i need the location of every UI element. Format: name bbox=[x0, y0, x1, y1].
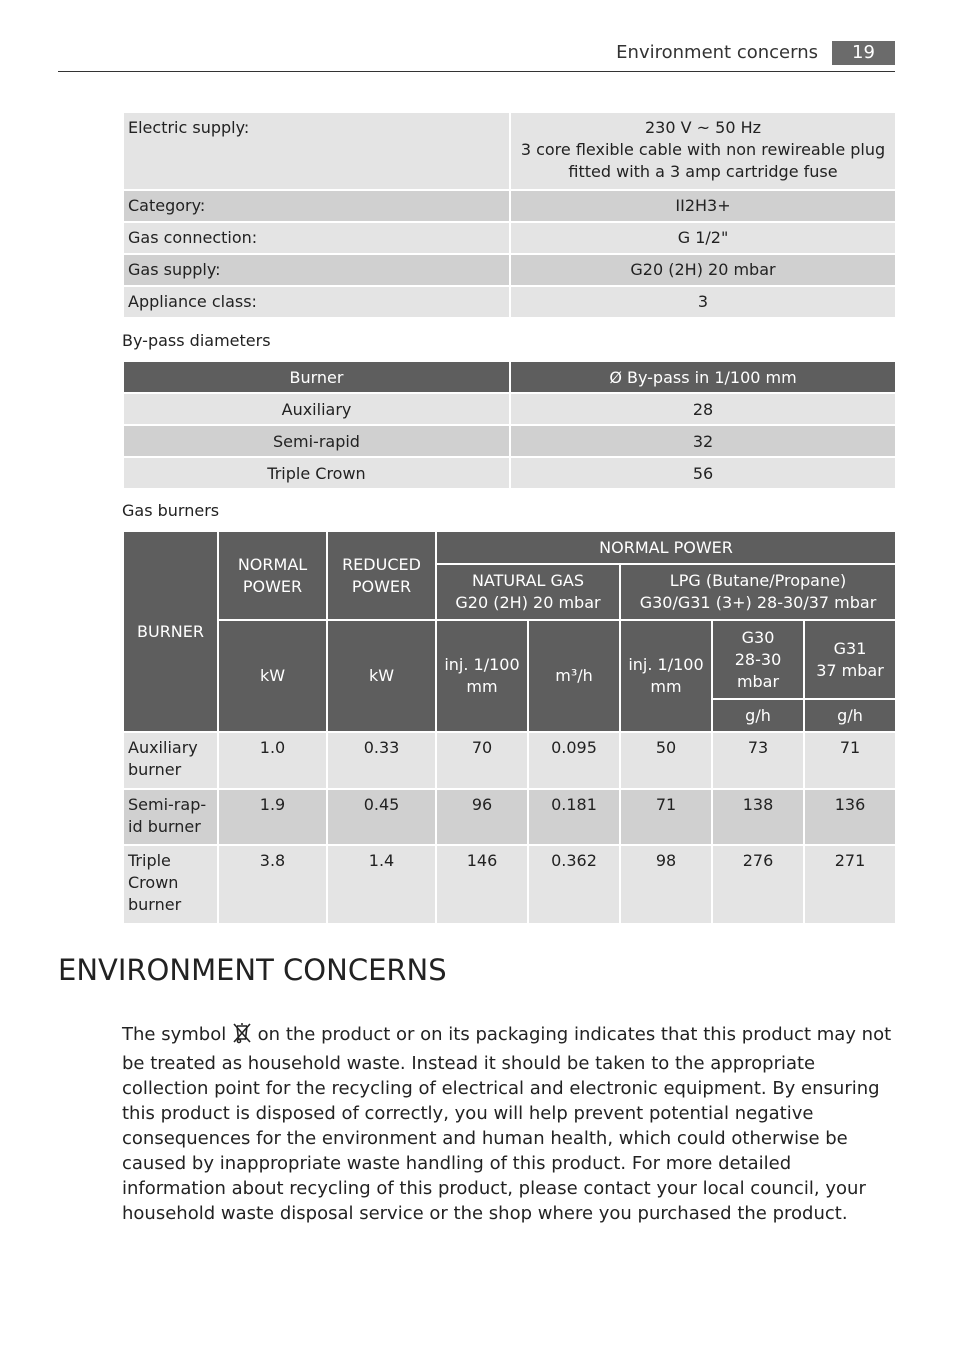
natural-gas-header: NATURAL GAS G20 (2H) 20 mbar bbox=[436, 564, 620, 620]
crossed-out-wheelie-bin-icon bbox=[232, 1022, 252, 1051]
table-cell: 146 bbox=[436, 845, 528, 924]
burner-name: Triple Crown burner bbox=[123, 845, 218, 924]
g31-header: G31 37 mbar bbox=[804, 620, 896, 699]
table-row bbox=[123, 286, 896, 318]
table-cell: 0.181 bbox=[528, 789, 620, 845]
unit-gh-header: g/h bbox=[712, 699, 804, 732]
table-cell: Semi-rapid bbox=[123, 425, 510, 457]
unit-m3h-header: m³/h bbox=[528, 620, 620, 732]
table-cell: Triple Crown bbox=[123, 457, 510, 489]
unit-gh-header: g/h bbox=[804, 699, 896, 732]
table-cell: 271 bbox=[804, 845, 896, 924]
table-row bbox=[123, 425, 896, 457]
bypass-table bbox=[122, 360, 897, 490]
page-header bbox=[58, 40, 895, 72]
table-cell: 98 bbox=[620, 845, 712, 924]
column-header: Ø By-pass in 1/100 mm bbox=[510, 361, 896, 393]
unit-inj-header: inj. 1/100 mm bbox=[620, 620, 712, 732]
unit-kw-header: kW bbox=[218, 620, 327, 732]
lpg-header: LPG (Butane/Propane) G30/G31 (3+) 28-30/37 mbar bbox=[620, 564, 896, 620]
spec-label: Category: bbox=[123, 190, 510, 222]
table-cell: 73 bbox=[712, 732, 804, 789]
header-title: Environment concerns bbox=[616, 42, 818, 63]
g30-header: G30 28-30 mbar bbox=[712, 620, 804, 699]
bypass-title: By-pass diameters bbox=[122, 331, 271, 350]
column-header: Burner bbox=[123, 361, 510, 393]
specs-table bbox=[122, 111, 897, 319]
table-row bbox=[123, 457, 896, 489]
spec-value bbox=[510, 112, 896, 190]
table-cell: 96 bbox=[436, 789, 528, 845]
table-row bbox=[123, 789, 896, 845]
paragraph-text-start: The symbol bbox=[122, 1024, 227, 1045]
table-cell: 50 bbox=[620, 732, 712, 789]
table-cell: Auxiliary bbox=[123, 393, 510, 425]
table-cell: 3.8 bbox=[218, 845, 327, 924]
table-row bbox=[123, 190, 896, 222]
table-row bbox=[123, 732, 896, 789]
section-heading: ENVIRONMENT CONCERNS bbox=[58, 953, 447, 987]
table-cell: 28 bbox=[510, 393, 896, 425]
table-row bbox=[123, 393, 896, 425]
table-row bbox=[123, 222, 896, 254]
table-cell: 0.362 bbox=[528, 845, 620, 924]
burner-name: Auxiliary burner bbox=[123, 732, 218, 789]
table-cell: 70 bbox=[436, 732, 528, 789]
table-row bbox=[123, 254, 896, 286]
spec-label: Appliance class: bbox=[123, 286, 510, 318]
normal-power-header: NORMAL POWER bbox=[218, 531, 327, 620]
table-cell: 138 bbox=[712, 789, 804, 845]
spec-label: Gas connection: bbox=[123, 222, 510, 254]
table-header-row bbox=[123, 620, 896, 699]
table-cell: 32 bbox=[510, 425, 896, 457]
normal-power-group-header: NORMAL POWER bbox=[436, 531, 896, 564]
section-paragraph bbox=[122, 1022, 892, 1226]
spec-value-line: 230 V ~ 50 Hz bbox=[644, 118, 762, 137]
unit-kw-header: kW bbox=[327, 620, 436, 732]
table-cell: 1.0 bbox=[218, 732, 327, 789]
table-cell: 0.095 bbox=[528, 732, 620, 789]
table-cell: 1.9 bbox=[218, 789, 327, 845]
spec-value: G 1/2" bbox=[510, 222, 896, 254]
spec-label: Gas supply: bbox=[123, 254, 510, 286]
table-cell: 0.45 bbox=[327, 789, 436, 845]
table-cell: 276 bbox=[712, 845, 804, 924]
spec-value: 3 bbox=[510, 286, 896, 318]
spec-value-line: 3 core flexible cable with non rewireable plug bbox=[520, 140, 886, 159]
spec-label: Electric supply: bbox=[123, 112, 510, 190]
table-cell: 71 bbox=[804, 732, 896, 789]
gas-burners-table bbox=[122, 530, 897, 925]
table-cell: 56 bbox=[510, 457, 896, 489]
table-header-row bbox=[123, 361, 896, 393]
table-cell: 71 bbox=[620, 789, 712, 845]
table-cell: 136 bbox=[804, 789, 896, 845]
spec-value: G20 (2H) 20 mbar bbox=[510, 254, 896, 286]
page-number: 19 bbox=[832, 41, 895, 65]
reduced-power-header: REDUCED POWER bbox=[327, 531, 436, 620]
gas-burners-title: Gas burners bbox=[122, 501, 220, 520]
table-row bbox=[123, 112, 896, 190]
spec-value: II2H3+ bbox=[510, 190, 896, 222]
burner-header: BURNER bbox=[123, 531, 218, 732]
spec-value-line: fitted with a 3 amp cartridge fuse bbox=[568, 162, 838, 181]
table-row bbox=[123, 845, 896, 924]
table-header-row bbox=[123, 531, 896, 564]
burner-name: Semi-rap- id burner bbox=[123, 789, 218, 845]
table-cell: 0.33 bbox=[327, 732, 436, 789]
unit-inj-header: inj. 1/100 mm bbox=[436, 620, 528, 732]
paragraph-text-end: on the product or on its packaging indicates that this product may not be treated as household waste. Instead it should be taken to the appropriate collection point for the recycling of electrical and electronic equipment. By ensuring this product is disposed of correctly, you will help prevent potential negative consequences for the environment and human health, which could otherwise be caused by inappropriate waste handling of this product. For more detailed information about recycling of this product, please contact your local council, your household waste disposal service or the shop where you purchased the product. bbox=[122, 1024, 892, 1224]
table-cell: 1.4 bbox=[327, 845, 436, 924]
